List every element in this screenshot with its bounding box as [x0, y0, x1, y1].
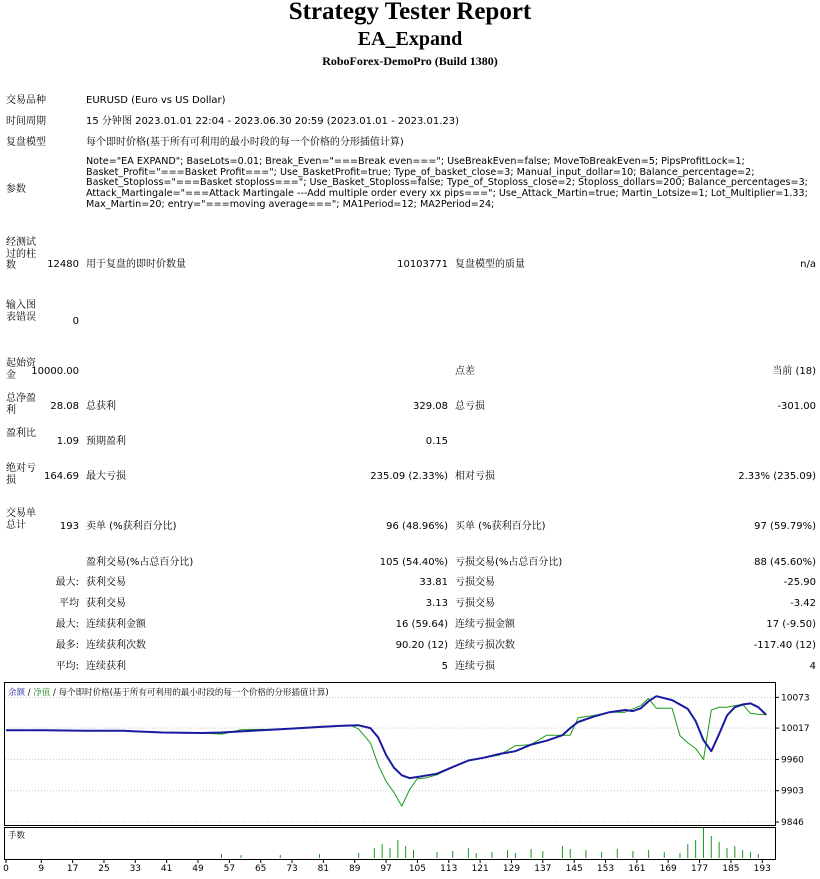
row-right-value: 17 (-9.50) [766, 619, 816, 630]
gross-profit-label: 总获利 [86, 401, 116, 412]
gross-loss-value: -301.00 [777, 401, 816, 412]
row-right-label: 连续亏损金额 [455, 619, 515, 630]
price-panel-frame [5, 683, 776, 826]
long-positions-value: 97 (59.79%) [754, 521, 816, 532]
row-right-value: 4 [809, 661, 816, 672]
x-tick-label: 193 [753, 864, 771, 874]
x-tick-label: 9 [38, 864, 45, 874]
gross-loss-label: 总亏损 [455, 401, 485, 412]
bars-label: 经测试过的柱数 [6, 237, 36, 271]
x-tick-label: 121 [471, 864, 489, 874]
legend-balance: 余额 [8, 688, 26, 698]
short-positions-value: 96 (48.96%) [386, 521, 448, 532]
volume-label: 手数 [8, 831, 26, 841]
legend-separator: / [50, 688, 59, 698]
max-drawdown-label: 最大亏损 [86, 471, 126, 482]
errors-label: 输入图表错误 [6, 300, 36, 323]
symbol-label: 交易品种 [6, 95, 46, 106]
row-prefix: 平均: [55, 661, 79, 672]
x-tick-label: 0 [3, 864, 9, 874]
params-line: Basket_Profit="===Basket Profit==="; Use_BasketProfit=true; Type_of_basket_close=3; Manual_input_dollar=10; Balance_percentage=2; [86, 166, 755, 178]
row-left-label: 连续获利 [86, 661, 126, 672]
loss-trades-label: 亏损交易(%占总百分比) [455, 557, 563, 568]
loss-trades-value: 88 (45.60%) [754, 557, 816, 568]
total-trades-label: 交易单总计 [6, 508, 36, 531]
model-label: 复盘模型 [6, 137, 46, 148]
x-tick-label: 17 [66, 864, 79, 874]
params-line: Basket_Stoploss="===Basket stoploss==="; Use_Basket_Stoploss=false; Type_of_Stoploss_close=2; Stoploss_dollars=200; Balance_percentages=3; [86, 177, 808, 189]
row-prefix: 最大: [55, 577, 79, 588]
long-positions-label: 买单 (%获利百分比) [455, 521, 546, 532]
row-right-label: 连续亏损次数 [455, 640, 515, 651]
balance-equity-chart [4, 682, 816, 872]
row-left-value: 5 [441, 661, 448, 672]
y-tick-label: 10017 [781, 724, 810, 735]
row-prefix: 最多: [55, 640, 79, 651]
row-left-label: 获利交易 [86, 577, 126, 588]
row-prefix: 平均 [59, 598, 79, 609]
legend-separator: / [25, 688, 34, 698]
server-build: RoboForex-DemoPro (Build 1380) [322, 54, 498, 68]
y-axis-ticks [775, 693, 810, 828]
x-tick-label: 105 [408, 864, 427, 874]
row-right-label: 亏损交易 [455, 577, 495, 588]
row-left-label: 连续获利次数 [86, 640, 146, 651]
x-tick-label: 97 [380, 864, 392, 874]
row-right-value: -3.42 [790, 598, 816, 609]
x-tick-label: 81 [317, 864, 330, 874]
bars-value: 12480 [47, 259, 79, 270]
errors-value: 0 [72, 316, 79, 327]
row-right-value: -25.90 [783, 577, 816, 588]
y-tick-label: 9846 [781, 818, 804, 828]
model-value: 每个即时价格(基于所有可利用的最小时段的每一个价格的分形插值计算) [86, 137, 404, 148]
max-drawdown-value: 235.09 (2.33%) [370, 471, 448, 482]
profit-factor-label: 盈利比 [6, 428, 36, 439]
profit-trades-value: 105 (54.40%) [379, 557, 448, 568]
row-left-value: 16 (59.64) [395, 619, 448, 630]
x-tick-label: 57 [223, 864, 236, 874]
symbol-value: EURUSD (Euro vs US Dollar) [86, 95, 226, 106]
ticks-value: 10103771 [397, 259, 448, 270]
rel-drawdown-value: 2.33% (235.09) [738, 471, 816, 482]
x-axis-ticks [3, 860, 771, 874]
params-value [86, 157, 816, 211]
x-tick-label: 169 [659, 864, 677, 874]
net-profit-value: 28.08 [50, 401, 79, 412]
report-title: Strategy Tester Report [288, 0, 532, 25]
x-tick-label: 185 [722, 864, 740, 874]
period-value: 15 分钟图 2023.01.01 22:04 - 2023.06.30 20:59 (2023.01.01 - 2023.01.23) [86, 116, 460, 127]
x-tick-label: 33 [129, 864, 142, 874]
params-line: Max_Martin=20; entry="===moving average==="; MA1Period=12; MA2Period=24; [86, 198, 495, 210]
x-tick-label: 89 [349, 864, 361, 874]
y-tick-label: 10073 [781, 693, 810, 704]
x-tick-label: 137 [534, 864, 552, 874]
spread-value: 当前 (18) [772, 366, 816, 377]
profit-factor-value: 1.09 [56, 436, 79, 447]
y-tick-label: 9960 [781, 755, 804, 766]
row-prefix: 最大: [55, 619, 79, 630]
x-tick-label: 65 [254, 864, 267, 874]
expert-name: EA_Expand [357, 28, 463, 50]
x-tick-label: 177 [690, 864, 709, 874]
x-tick-label: 25 [98, 864, 110, 874]
spread-label: 点差 [455, 366, 475, 377]
expected-payoff-label: 预期盈利 [86, 436, 126, 447]
abs-drawdown-label: 绝对亏损 [6, 463, 36, 486]
quality-value: n/a [800, 259, 816, 270]
x-tick-label: 153 [596, 864, 615, 874]
period-label: 时间周期 [6, 116, 46, 127]
deposit-value: 10000.00 [31, 366, 79, 377]
short-positions-label: 卖单 (%获利百分比) [86, 521, 177, 532]
row-left-value: 3.13 [425, 598, 448, 609]
legend-model: 每个即时价格(基于所有可利用的最小时段的每一个价格的分形插值计算) [58, 688, 329, 698]
net-profit-label: 总净盈利 [6, 393, 36, 416]
x-tick-label: 161 [628, 864, 646, 874]
params-line: Attack_Martingale="===Attack Martingale ---Add multiple order every xx pips==="; Use_Attack_Martin=true; Martin_Lotsize=1; Lot_Multiplier=1.33; [86, 188, 808, 200]
row-left-value: 33.81 [419, 577, 448, 588]
gross-profit-value: 329.08 [413, 401, 448, 412]
abs-drawdown-value: 164.69 [44, 471, 79, 482]
expected-payoff-value: 0.15 [425, 436, 448, 447]
x-tick-label: 41 [160, 864, 173, 874]
profit-trades-label: 盈利交易(%占总百分比) [86, 557, 194, 568]
row-left-label: 获利交易 [86, 598, 126, 609]
row-right-label: 连续亏损 [455, 661, 495, 672]
x-tick-label: 113 [440, 864, 458, 874]
params-line: Note="EA EXPAND"; BaseLots=0.01; Break_Even="===Break even==="; UseBreakEven=false; MoveToBreakEven=5; PipsProfitLock=1; [86, 156, 745, 167]
chart-legend [8, 686, 329, 698]
x-tick-label: 129 [502, 864, 521, 874]
rel-drawdown-label: 相对亏损 [455, 471, 495, 482]
row-left-label: 连续获利金额 [86, 619, 146, 630]
x-tick-label: 49 [192, 864, 204, 874]
quality-label: 复盘模型的质量 [455, 259, 525, 270]
ticks-label: 用于复盘的即时价数量 [86, 259, 186, 270]
total-trades-value: 193 [59, 521, 79, 532]
deposit-label: 起始资金 [6, 358, 36, 381]
row-right-label: 亏损交易 [455, 598, 495, 609]
x-tick-label: 73 [286, 864, 298, 874]
row-left-value: 90.20 (12) [395, 640, 448, 651]
legend-equity: 净值 [33, 688, 51, 698]
y-tick-label: 9903 [781, 786, 804, 797]
row-right-value: -117.40 (12) [753, 640, 816, 651]
x-tick-label: 145 [565, 864, 583, 874]
params-label: 参数 [6, 184, 26, 195]
